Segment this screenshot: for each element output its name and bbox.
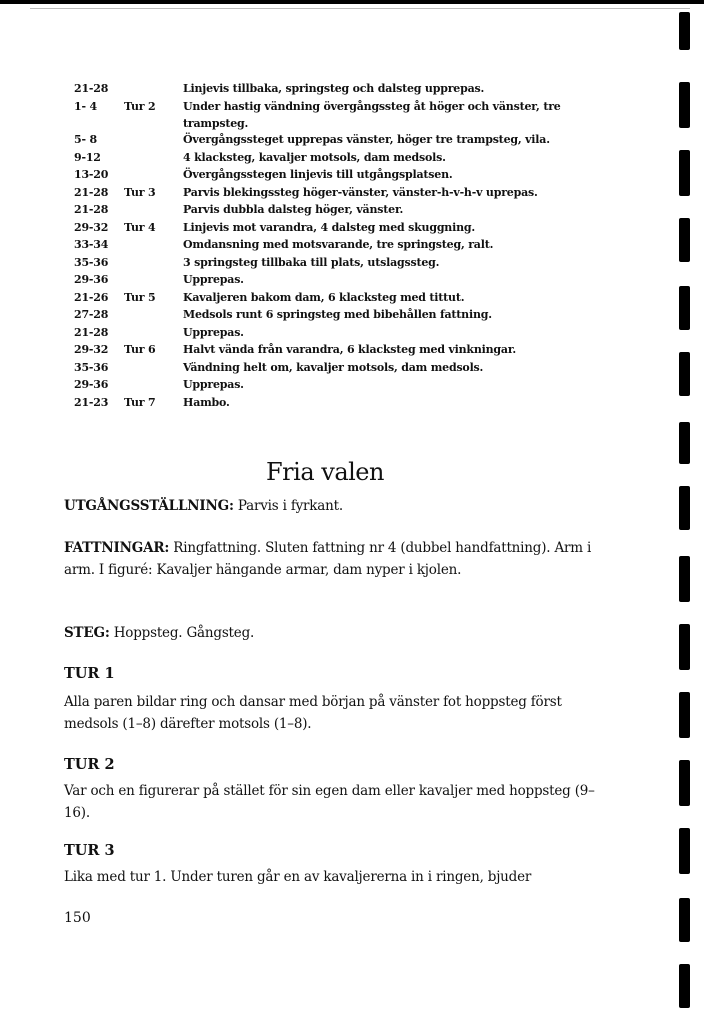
bar-range: 29-32 (74, 220, 109, 234)
step-description: Upprepas. (183, 273, 244, 286)
step-description: 4 klacksteg, kavaljer motsols, dam medsols. (183, 150, 446, 164)
step-description: Upprepas. (183, 325, 244, 339)
scan-edge-mark (679, 828, 690, 874)
step-description: Under hastig vändning övergångssteg åt höger och vänster, tre (183, 99, 561, 113)
table-row (72, 236, 632, 254)
scan-edge-mark (679, 286, 690, 330)
start-position-text: Parvis i fyrkant. (237, 498, 343, 514)
scan-edge-mark (679, 760, 690, 806)
top-border (0, 0, 704, 4)
steps-label: STEG: (64, 625, 110, 641)
grip-label: FATTNINGAR: (64, 540, 170, 556)
bar-range: 29-36 (74, 273, 109, 286)
bar-range: 33-34 (74, 238, 109, 251)
steps-paragraph (64, 622, 604, 644)
scan-edge-mark (679, 82, 690, 128)
step-description: Övergångsstegen linjevis till utgångsplatsen. (183, 168, 453, 181)
step-description: Linjevis mot varandra, 4 dalsteg med skuggning. (183, 220, 476, 234)
step-description: 3 springsteg tillbaka till plats, utslagssteg. (183, 255, 440, 269)
start-position-paragraph (64, 495, 604, 517)
tur-label: Tur 4 (124, 220, 156, 234)
bar-range: 13-20 (74, 168, 109, 181)
start-position-label: UTGÅNGSSTÄLLNING: (64, 498, 234, 514)
step-description: Upprepas. (183, 378, 244, 391)
step-description: Övergångssteget upprepas vänster, höger tre trampsteg, vila. (183, 133, 550, 146)
table-row (72, 98, 632, 116)
table-row (72, 324, 632, 342)
grip-text: Ringfattning. Sluten fattning nr 4 (dubbel handfattning). Arm i arm. I figuré: Kavaljer hängande armar, dam nyper i kjolen. (64, 540, 592, 578)
step-description: Linjevis tillbaka, springsteg och dalsteg upprepas. (183, 82, 485, 95)
steps-text: Hoppsteg. Gångsteg. (113, 625, 255, 641)
tur3-heading: TUR 3 (64, 842, 115, 859)
step-description: Hambo. (183, 395, 230, 409)
scan-edge-mark (679, 12, 690, 50)
bar-range: 35-36 (74, 255, 109, 269)
bar-range: 21-28 (74, 203, 109, 216)
table-row (72, 131, 632, 149)
table-row (72, 219, 632, 237)
tur-label: Tur 3 (124, 185, 156, 199)
table-row (72, 201, 632, 219)
scan-edge-mark (679, 624, 690, 670)
tur-label: Tur 6 (124, 343, 156, 356)
table-row (72, 184, 632, 202)
scan-edge-mark (679, 150, 690, 196)
tur-label: Tur 7 (124, 395, 156, 409)
step-description: Halvt vända från varandra, 6 klacksteg med vinkningar. (183, 343, 517, 356)
table-row (72, 166, 632, 184)
table-row (72, 115, 632, 131)
bar-range: 9-12 (74, 150, 101, 164)
step-description: Parvis dubbla dalsteg höger, vänster. (183, 203, 404, 216)
tur3-text: Lika med tur 1. Under turen går en av kavaljererna in i ringen, bjuder (64, 869, 532, 885)
bar-range: 21-23 (74, 395, 109, 409)
tur1-text: Alla paren bildar ring och dansar med början på vänster fot hoppsteg först medsols (1–8) därefter motsols (1–8). (64, 694, 562, 732)
bar-range: 35-36 (74, 360, 109, 374)
step-description: Vändning helt om, kavaljer motsols, dam medsols. (183, 360, 484, 374)
page-title: Fria valen (266, 458, 384, 486)
top-rule (30, 8, 690, 9)
table-row (72, 341, 632, 359)
scan-edge-mark (679, 692, 690, 738)
grip-paragraph (64, 537, 604, 581)
scan-edge-mark (679, 898, 690, 942)
table-row (72, 394, 632, 412)
tur-label: Tur 2 (124, 99, 156, 113)
page-number: 150 (64, 910, 91, 926)
bar-range: 29-36 (74, 378, 109, 391)
scan-edge-mark (679, 964, 690, 1008)
step-description: Parvis blekingssteg höger-vänster, vänster-h-v-h-v uprepas. (183, 185, 538, 199)
tur-label: Tur 5 (124, 290, 156, 304)
bar-range: 21-28 (74, 82, 109, 95)
tur1-heading: TUR 1 (64, 665, 115, 682)
bar-range: 29-32 (74, 343, 109, 356)
table-row (72, 271, 632, 289)
step-description: Omdansning med motsvarande, tre springsteg, ralt. (183, 238, 494, 251)
dance-steps-table (72, 80, 632, 411)
scan-edge-mark (679, 218, 690, 262)
table-row (72, 289, 632, 307)
scan-edge-mark (679, 486, 690, 530)
bar-range: 21-26 (74, 290, 109, 304)
bar-range: 27-28 (74, 308, 109, 321)
table-row (72, 359, 632, 377)
bar-range: 5- 8 (74, 133, 97, 146)
step-description: trampsteg. (183, 117, 249, 130)
table-row (72, 80, 632, 98)
scan-edge-mark (679, 556, 690, 602)
bar-range: 1- 4 (74, 99, 97, 113)
scan-edge-mark (679, 422, 690, 464)
step-description: Medsols runt 6 springsteg med bibehållen fattning. (183, 308, 492, 321)
tur2-heading: TUR 2 (64, 756, 115, 773)
scan-edge-mark (679, 352, 690, 396)
tur2-text: Var och en figurerar på stället för sin egen dam eller kavaljer med hoppsteg (9–16). (64, 783, 595, 821)
table-row (72, 376, 632, 394)
table-row (72, 306, 632, 324)
table-row (72, 254, 632, 272)
bar-range: 21-28 (74, 185, 109, 199)
table-row (72, 149, 632, 167)
bar-range: 21-28 (74, 325, 109, 339)
step-description: Kavaljeren bakom dam, 6 klacksteg med tittut. (183, 290, 465, 304)
